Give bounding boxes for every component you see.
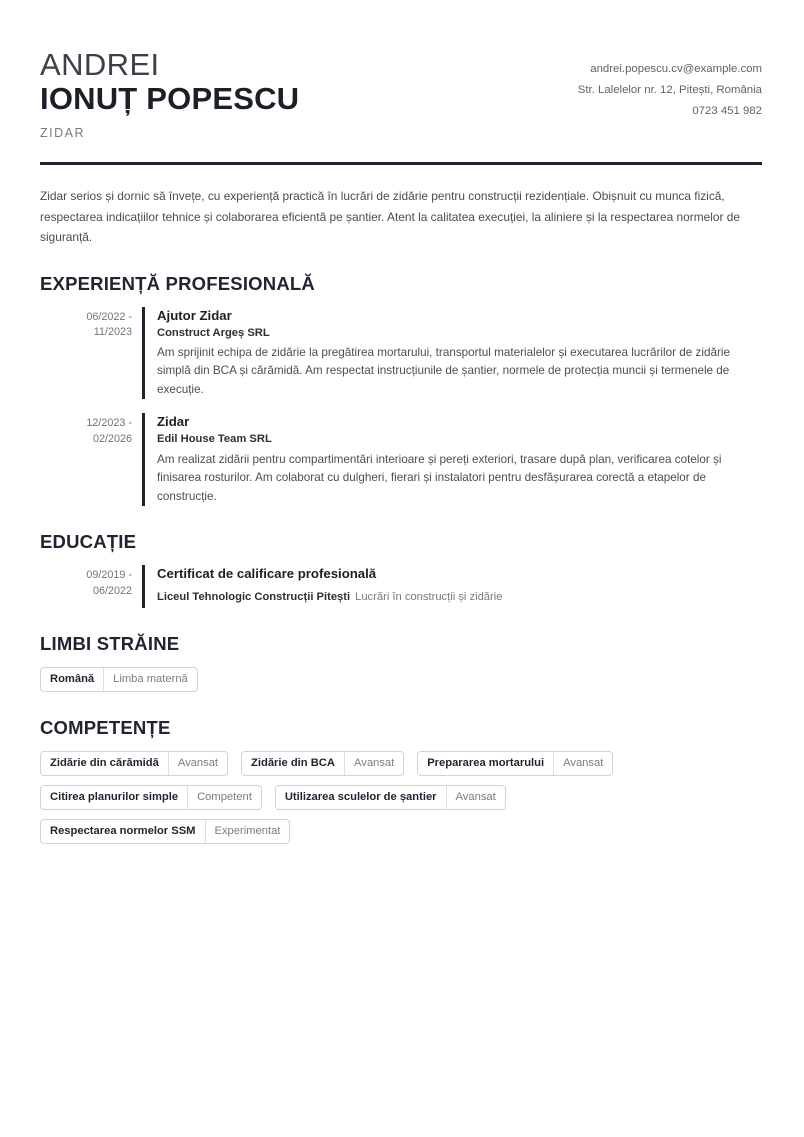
entry-dates (40, 413, 142, 506)
skill-name: Zidărie din BCA (251, 757, 335, 770)
header-divider (40, 162, 762, 165)
education-field: Lucrări în construcții și zidărie (355, 591, 503, 604)
entry-organization: Construct Argeș SRL (157, 326, 270, 339)
entry-description: Am realizat zidării pentru compartimentări interioare și pereți exteriori, trasare după plan, verificarea cotelor și finisarea rosturilor. Am colaborat cu dulgheri, fierari și instalatori pentru desfășurarea corectă a etapelor de construcție. (157, 452, 722, 503)
entry-date-end: 06/2022 (92, 584, 132, 597)
skill-chip[interactable] (40, 785, 262, 810)
skill-name: Prepararea mortarului (427, 757, 545, 770)
entry-dates (40, 565, 142, 608)
entry-date-end: 02/2026 (92, 432, 132, 445)
entry-dates (40, 307, 142, 400)
contact-address: Str. Lalelelor nr. 12, Pitești, România (577, 83, 762, 96)
entry-date-start: 09/2019 - (86, 569, 132, 582)
section-education (40, 531, 762, 608)
skill-chip[interactable] (40, 751, 228, 776)
section-title-languages: LIMBI STRĂINE (40, 632, 180, 654)
entry-body (145, 307, 762, 400)
professional-summary: Zidar serios și dornic să învețe, cu experiență practică în lucrări de zidărie pentru construcții rezidențiale. Obișnuit cu munca fizică, respectarea indicațiilor tehnice și colaborarea eficientă pe șantier. Atent la calitatea execuției, la aliniere și la respectarea normelor de siguranță. (40, 189, 740, 245)
language-chip-list (40, 667, 762, 692)
section-languages (40, 633, 762, 692)
job-title: ZIDAR (40, 126, 85, 141)
skill-name: Respectarea normelor SSM (50, 825, 196, 838)
entry-date-start: 12/2023 - (86, 417, 132, 430)
language-chip[interactable] (40, 667, 198, 692)
section-title-experience: EXPERIENȚĂ PROFESIONALĂ (40, 272, 315, 294)
entry-body (145, 565, 762, 608)
section-experience (40, 273, 762, 506)
experience-entry (40, 413, 762, 506)
skill-level: Avansat (168, 752, 227, 775)
resume-header (40, 46, 762, 140)
entry-description: Am sprijinit echipa de zidărie la pregătirea mortarului, transportul materialelor și executarea lucrărilor de zidărie simplă din BCA și cărămidă. Am respectat instrucțiunile de șantier, normele de protecția muncii și termenele de execuție. (157, 345, 730, 396)
section-title-skills: COMPETENȚE (40, 716, 171, 738)
skill-chip[interactable] (417, 751, 613, 776)
contact-email[interactable]: andrei.popescu.cv@example.com (590, 63, 762, 75)
skill-name: Utilizarea sculelor de șantier (284, 791, 437, 804)
entry-body (145, 413, 762, 506)
skill-name: Citirea planurilor simple (50, 791, 179, 804)
skill-level: Avansat (553, 752, 612, 775)
contact-phone[interactable]: 0723 451 982 (692, 104, 762, 117)
language-level: Limba maternă (103, 668, 197, 691)
entry-organization: Edil House Team SRL (157, 433, 272, 446)
skill-level: Avansat (344, 752, 403, 775)
experience-entry (40, 307, 762, 400)
identity-block (40, 46, 299, 140)
education-school: Liceul Tehnologic Construcții Pitești (157, 591, 351, 604)
skill-name: Zidărie din cărămidă (50, 757, 159, 770)
skill-chip-list (40, 751, 762, 844)
entry-role: Zidar (157, 414, 190, 430)
skill-level: Avansat (446, 786, 505, 809)
skill-chip[interactable] (40, 819, 290, 844)
skill-level: Competent (187, 786, 261, 809)
contact-block (578, 46, 762, 121)
skill-level: Experimentat (205, 820, 290, 843)
section-title-education: EDUCAȚIE (40, 531, 137, 553)
entry-date-start: 06/2022 - (86, 310, 132, 323)
education-degree: Certificat de calificare profesională (157, 566, 377, 582)
skill-chip[interactable] (275, 785, 506, 810)
language-name: Română (50, 673, 95, 686)
last-name: IONUȚ POPESCU (40, 81, 300, 117)
education-detail-line (157, 585, 762, 607)
entry-date-end: 11/2023 (93, 326, 132, 339)
education-entry (40, 565, 762, 608)
entry-role: Ajutor Zidar (157, 307, 232, 323)
first-name: ANDREI (40, 47, 160, 82)
section-skills (40, 717, 762, 844)
skill-chip[interactable] (241, 751, 404, 776)
